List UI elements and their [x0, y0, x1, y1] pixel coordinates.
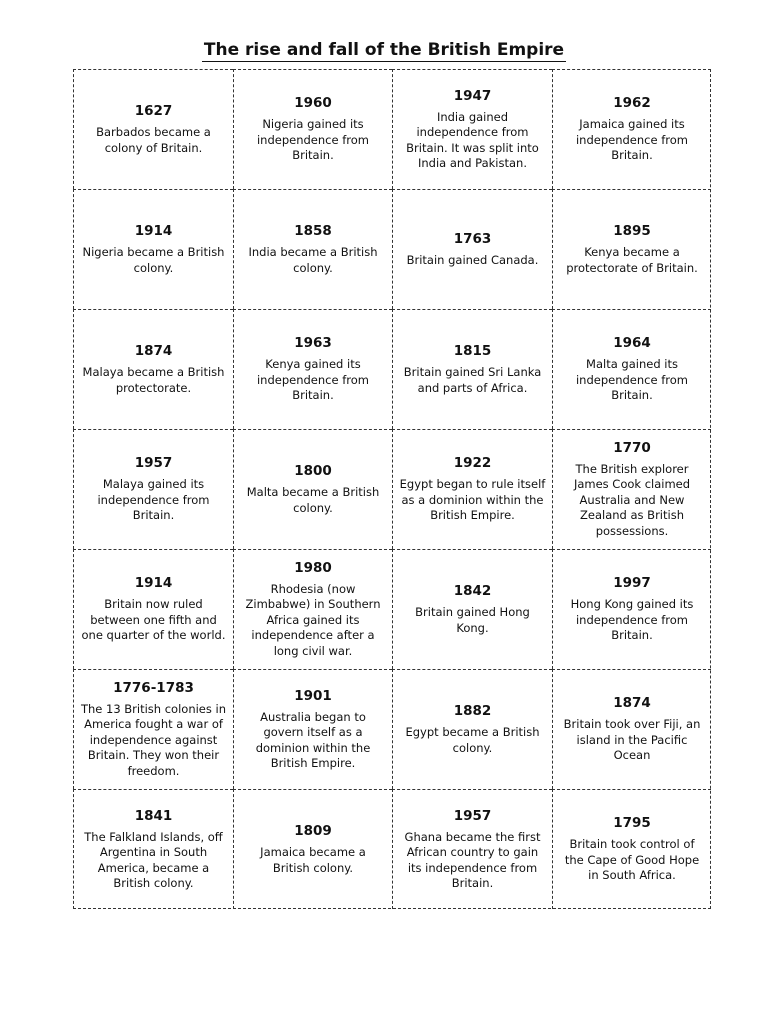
card-year: 1858: [294, 223, 332, 239]
timeline-card: [233, 309, 392, 429]
card-text: Malta became a British colony.: [246, 485, 380, 515]
card-text: Egypt began to rule itself as a dominion within the British Empire.: [399, 477, 546, 523]
card-year: 1809: [294, 823, 332, 839]
card-year: 1815: [453, 343, 492, 359]
card-year: 1770: [613, 439, 651, 456]
timeline-card: [392, 549, 552, 669]
card-text: Australia began to govern itself as a dominion within the British Empire.: [255, 709, 371, 770]
card-text: Barbados became a colony of Britain.: [96, 125, 211, 155]
card-year: 1963: [294, 335, 332, 352]
card-text: Malaya gained its independence from Britain.: [97, 477, 210, 523]
card-year: 1627: [134, 103, 173, 119]
card-year: 1960: [294, 95, 332, 112]
card-text: Nigeria became a British colony.: [82, 245, 225, 275]
timeline-card: [392, 669, 552, 789]
card-text: Britain took over Fiji, an island in the Pacific Ocean: [563, 717, 701, 763]
card-year: 1763: [453, 230, 492, 247]
timeline-card: [552, 69, 711, 189]
card-text: Hong Kong gained its independence from Britain.: [570, 597, 694, 643]
card-text: Britain gained Sri Lanka and parts of Africa.: [403, 365, 542, 395]
card-year: 1947: [453, 87, 492, 104]
card-year: 1901: [294, 687, 332, 704]
card-year: 1795: [613, 815, 651, 832]
card-text: Britain gained Canada.: [406, 252, 539, 267]
timeline-card: [73, 69, 233, 189]
card-year: 1800: [294, 463, 332, 479]
timeline-card: [73, 309, 233, 429]
card-text: Jamaica gained its independence from Britain.: [575, 117, 688, 163]
card-year: 1776-1783: [113, 679, 194, 696]
timeline-card: [233, 69, 392, 189]
timeline-card: [392, 429, 552, 549]
timeline-card: [233, 429, 392, 549]
timeline-card: [552, 309, 711, 429]
card-year: 1882: [453, 703, 492, 719]
card-text: Nigeria gained its independence from Britain.: [256, 117, 369, 163]
page-title-text: The rise and fall of the British Empire: [203, 40, 565, 60]
page-title: [0, 40, 768, 60]
timeline-card: [233, 669, 392, 789]
card-text: Malaya became a British protectorate.: [82, 365, 225, 395]
timeline-card: [73, 669, 233, 789]
card-year: 1914: [134, 223, 173, 239]
card-text: Kenya became a protectorate of Britain.: [566, 245, 698, 275]
card-grid: [73, 69, 711, 909]
card-text: Britain gained Hong Kong.: [415, 605, 530, 635]
card-year: 1962: [613, 95, 651, 112]
timeline-card: [233, 789, 392, 909]
card-text: India became a British colony.: [248, 245, 378, 275]
timeline-card: [552, 549, 711, 669]
card-text: Egypt became a British colony.: [405, 725, 540, 755]
card-year: 1957: [453, 807, 492, 824]
timeline-card: [73, 789, 233, 909]
card-text: Kenya gained its independence from Britain.: [256, 357, 369, 403]
card-text: Britain now ruled between one fifth and one quarter of the world.: [81, 597, 226, 643]
card-year: 1841: [134, 807, 173, 824]
card-year: 1895: [613, 223, 651, 239]
timeline-card: [392, 309, 552, 429]
timeline-card: [233, 549, 392, 669]
card-text: Britain took control of the Cape of Good Hope in South Africa.: [564, 837, 700, 883]
timeline-card: [392, 69, 552, 189]
card-year: 1957: [134, 455, 173, 472]
timeline-card: [392, 189, 552, 309]
card-text: Jamaica became a British colony.: [260, 845, 366, 875]
card-year: 1842: [453, 583, 492, 599]
timeline-card: [552, 789, 711, 909]
timeline-card: [552, 669, 711, 789]
card-year: 1964: [613, 335, 651, 352]
card-year: 1914: [134, 575, 173, 592]
timeline-card: [392, 789, 552, 909]
timeline-card: [552, 429, 711, 549]
card-text: The 13 British colonies in America fought a war of independence against Britain. They won their freedom.: [80, 701, 227, 778]
card-text: Ghana became the first African country to gain its independence from Britain.: [404, 829, 541, 890]
timeline-card: [552, 189, 711, 309]
card-text: The Falkland Islands, off Argentina in South America, became a British colony.: [84, 829, 223, 890]
card-year: 1922: [453, 455, 492, 472]
card-text: India gained independence from Britain. It was split into India and Pakistan.: [406, 109, 539, 170]
card-year: 1874: [613, 695, 651, 712]
card-text: The British explorer James Cook claimed Australia and New Zealand as British possessions.: [573, 461, 691, 538]
card-text: Malta gained its independence from Britain.: [575, 357, 688, 403]
timeline-card: [233, 189, 392, 309]
timeline-card: [73, 429, 233, 549]
card-year: 1997: [613, 575, 651, 592]
timeline-card: [73, 549, 233, 669]
timeline-card: [73, 189, 233, 309]
card-year: 1874: [134, 343, 173, 359]
card-year: 1980: [294, 559, 332, 576]
card-text: Rhodesia (now Zimbabwe) in Southern Africa gained its independence after a long civil war.: [245, 581, 381, 658]
